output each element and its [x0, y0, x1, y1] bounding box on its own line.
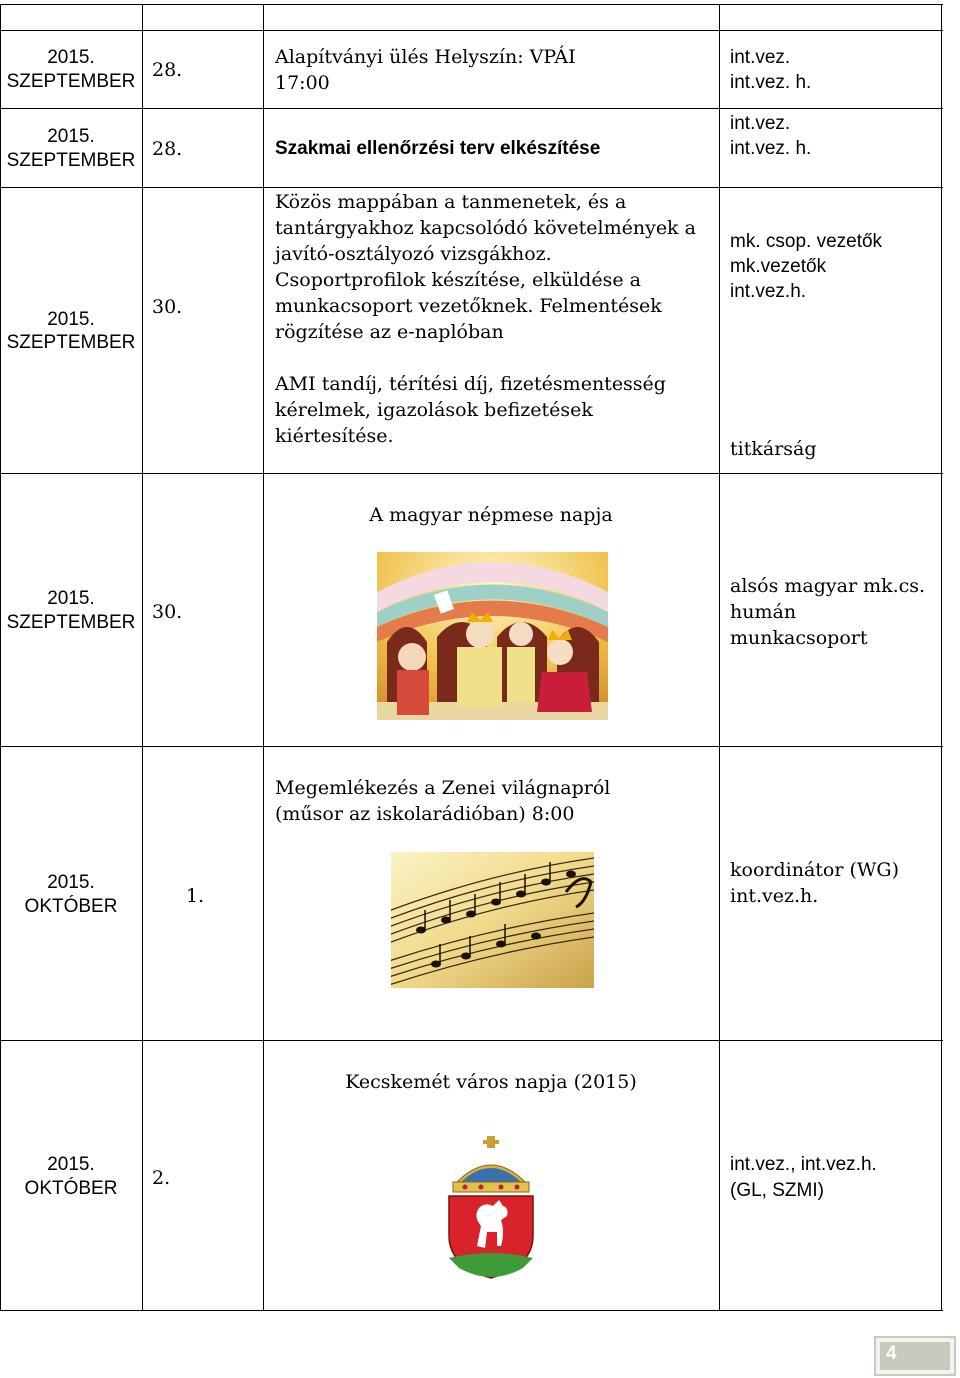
row5-resp-line2: int.vez.h. [730, 885, 819, 907]
row4-year: 2015. [47, 588, 95, 609]
row1-resp-line2: int.vez. h. [730, 72, 812, 93]
row3-event-line5: munkacsoport vezetőknek. Felmentések [275, 295, 662, 317]
row6-resp-line2: (GL, SZMI) [730, 1180, 824, 1201]
row6-resp-line1: int.vez., int.vez.h. [730, 1154, 877, 1175]
folk-tale-illustration [377, 552, 608, 720]
row1-month: SZEPTEMBER [6, 71, 136, 92]
row2-month: SZEPTEMBER [6, 150, 136, 171]
row5-resp-line1: koordinátor (WG) [730, 859, 900, 881]
row5-month: OKTÓBER [24, 896, 118, 917]
row3-resp-line2: mk.vezetők [730, 256, 827, 277]
row3-month: SZEPTEMBER [6, 332, 136, 353]
row3-event-line4: Csoportprofilok készítése, elküldése a [275, 269, 641, 291]
row4-day: 30. [152, 601, 183, 623]
row4-resp-line2: humán [730, 601, 797, 623]
page-number: 4 [886, 1343, 897, 1364]
row2-day: 28. [152, 138, 183, 160]
row2-year: 2015. [47, 126, 95, 147]
row2-resp-line1: int.vez. [730, 113, 791, 134]
row6-year: 2015. [47, 1154, 95, 1175]
row6-event-title: Kecskemét város napja (2015) [345, 1071, 637, 1093]
row3-resp2: titkárság [730, 438, 817, 460]
row1-resp-line1: int.vez. [730, 47, 791, 68]
row5-event-line1: Megemlékezés a Zenei világnapról [275, 777, 611, 799]
row3-event-line2: tantárgyakhoz kapcsolódó követelmények a [275, 217, 696, 239]
row3-event2-line2: kérelmek, igazolások befizetések [275, 399, 593, 421]
row3-event2-line3: kiértesítése. [275, 425, 394, 447]
row3-resp-line1: mk. csop. vezetők [730, 231, 883, 252]
row5-event-line2: (műsor az iskolarádióban) 8:00 [275, 803, 575, 825]
row4-month: SZEPTEMBER [6, 612, 136, 633]
page-number-box [874, 1336, 956, 1376]
row4-event-title: A magyar népmese napja [369, 504, 613, 526]
row3-event-line6: rögzítése az e-naplóban [275, 321, 504, 343]
row1-year: 2015. [47, 47, 95, 68]
row1-day: 28. [152, 59, 183, 81]
row3-event2-line1: AMI tandíj, térítési díj, fizetésmentesség [275, 373, 666, 395]
sheet-music-image [391, 852, 594, 988]
row5-day: 1. [186, 885, 205, 907]
row3-year: 2015. [47, 309, 95, 330]
row3-day: 30. [152, 296, 183, 318]
kecskemet-coat-of-arms-icon [443, 1136, 539, 1284]
row5-year: 2015. [47, 872, 95, 893]
row2-event-line1: Szakmai ellenőrzési terv elkészítése [275, 138, 601, 159]
row4-resp-line3: munkacsoport [730, 627, 868, 649]
row4-resp-line1: alsós magyar mk.cs. [730, 575, 926, 597]
row6-month: OKTÓBER [24, 1178, 118, 1199]
row3-event-line1: Közös mappában a tanmenetek, és a [275, 191, 627, 213]
row3-resp-line3: int.vez.h. [730, 281, 807, 302]
row1-event-line2: 17:00 [275, 72, 330, 94]
row2-resp-line2: int.vez. h. [730, 138, 812, 159]
row6-day: 2. [152, 1167, 171, 1189]
row1-event-line1: Alapítványi ülés Helyszín: VPÁI [275, 46, 576, 68]
row3-event-line3: javító-osztályozó vizsgákhoz. [275, 243, 552, 265]
